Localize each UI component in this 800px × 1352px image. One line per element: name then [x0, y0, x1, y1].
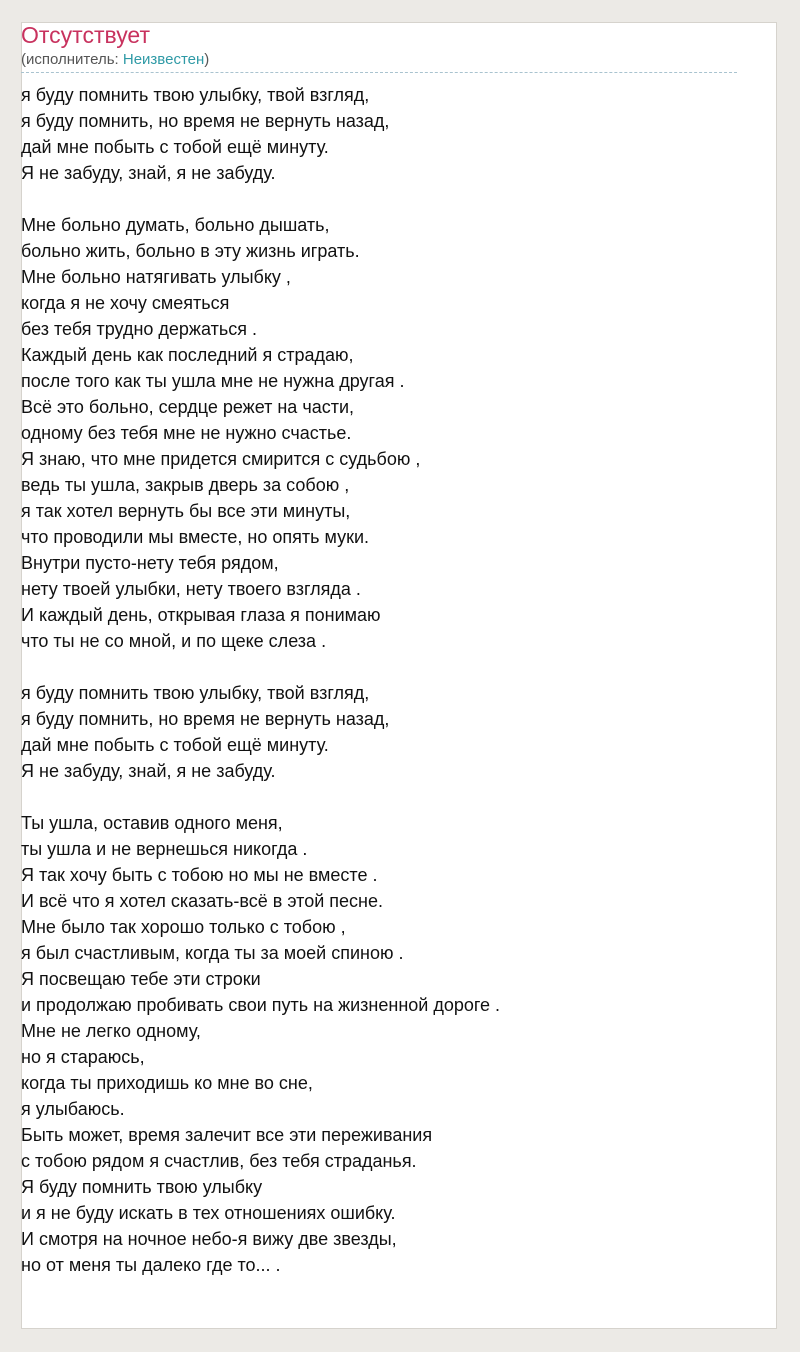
lyrics-line: с тобою рядом я счастлив, без тебя страданья.: [21, 1151, 417, 1171]
lyrics-line: больно жить, больно в эту жизнь играть.: [21, 241, 360, 261]
artist-suffix: ): [204, 51, 210, 68]
lyrics-line: одному без тебя мне не нужно счастье.: [21, 423, 352, 443]
lyrics-stanza: [21, 212, 737, 654]
lyrics-line: Я не забуду, знай, я не забуду.: [21, 163, 276, 183]
lyrics-line: Я знаю, что мне придется смирится с судьбою ,: [21, 449, 421, 469]
lyrics-line: я так хотел вернуть бы все эти минуты,: [21, 501, 351, 521]
lyrics-line: Всё это больно, сердце режет на части,: [21, 397, 355, 417]
lyrics-line: Быть может, время залечит все эти переживания: [21, 1125, 433, 1145]
lyrics-line: Я так хочу быть с тобою но мы не вместе .: [21, 865, 378, 885]
lyrics-line: Мне больно натягивать улыбку ,: [21, 267, 291, 287]
artist-prefix: (исполнитель:: [21, 51, 123, 68]
lyrics-line: Я посвещаю тебе эти строки: [21, 969, 261, 989]
lyrics-body: [21, 82, 737, 1304]
artist-line: [21, 50, 209, 70]
lyrics-line: дай мне побыть с тобой ещё минуту.: [21, 137, 329, 157]
lyrics-line: я буду помнить твою улыбку, твой взгляд,: [21, 85, 370, 105]
lyrics-line: я улыбаюсь.: [21, 1099, 125, 1119]
lyrics-line: Я буду помнить твою улыбку: [21, 1177, 263, 1197]
lyrics-line: Внутри пусто-нету тебя рядом,: [21, 553, 279, 573]
lyrics-line: после того как ты ушла мне не нужна другая .: [21, 371, 405, 391]
lyrics-line: ведь ты ушла, закрыв дверь за собою ,: [21, 475, 350, 495]
lyrics-line: Мне не легко одному,: [21, 1021, 201, 1041]
lyrics-line: что ты не со мной, и по щеке слеза .: [21, 631, 327, 651]
lyrics-line: но от меня ты далеко где то... .: [21, 1255, 281, 1275]
lyrics-line: когда ты приходишь ко мне во сне,: [21, 1073, 313, 1093]
lyrics-line: И каждый день, открывая глаза я понимаю: [21, 605, 381, 625]
song-header: [21, 20, 737, 73]
lyrics-line: я буду помнить, но время не вернуть назад,: [21, 111, 390, 131]
lyrics-line: Каждый день как последний я страдаю,: [21, 345, 354, 365]
lyrics-line: я был счастливым, когда ты за моей спиною .: [21, 943, 404, 963]
lyrics-line: Я не забуду, знай, я не забуду.: [21, 761, 276, 781]
lyrics-line: Мне больно думать, больно дышать,: [21, 215, 330, 235]
song-title: Отсутствует: [21, 22, 150, 48]
lyrics-stanza: [21, 680, 737, 784]
lyrics-line: и продолжаю пробивать свои путь на жизненной дороге .: [21, 995, 501, 1015]
lyrics-line: без тебя трудно держаться .: [21, 319, 257, 339]
lyrics-line: И смотря на ночное небо-я вижу две звезды,: [21, 1229, 397, 1249]
artist-link[interactable]: Неизвестен: [122, 51, 205, 68]
lyrics-line: и я не буду искать в тех отношениях ошибку.: [21, 1203, 396, 1223]
lyrics-line: что проводили мы вместе, но опять муки.: [21, 527, 369, 547]
lyrics-line: дай мне побыть с тобой ещё минуту.: [21, 735, 329, 755]
lyrics-line: я буду помнить, но время не вернуть назад,: [21, 709, 390, 729]
lyrics-stanza: [21, 82, 737, 186]
lyrics-line: но я стараюсь,: [21, 1047, 145, 1067]
lyrics-line: Мне было так хорошо только с тобою ,: [21, 917, 346, 937]
lyrics-line: нету твоей улыбки, нету твоего взгляда .: [21, 579, 361, 599]
lyrics-line: когда я не хочу смеяться: [21, 293, 230, 313]
lyrics-stanza: [21, 810, 737, 1278]
lyrics-line: я буду помнить твою улыбку, твой взгляд,: [21, 683, 370, 703]
lyrics-line: И всё что я хотел сказать-всё в этой песне.: [21, 891, 383, 911]
lyrics-line: ты ушла и не вернешься никогда .: [21, 839, 308, 859]
lyrics-line: Ты ушла, оставив одного меня,: [21, 813, 283, 833]
